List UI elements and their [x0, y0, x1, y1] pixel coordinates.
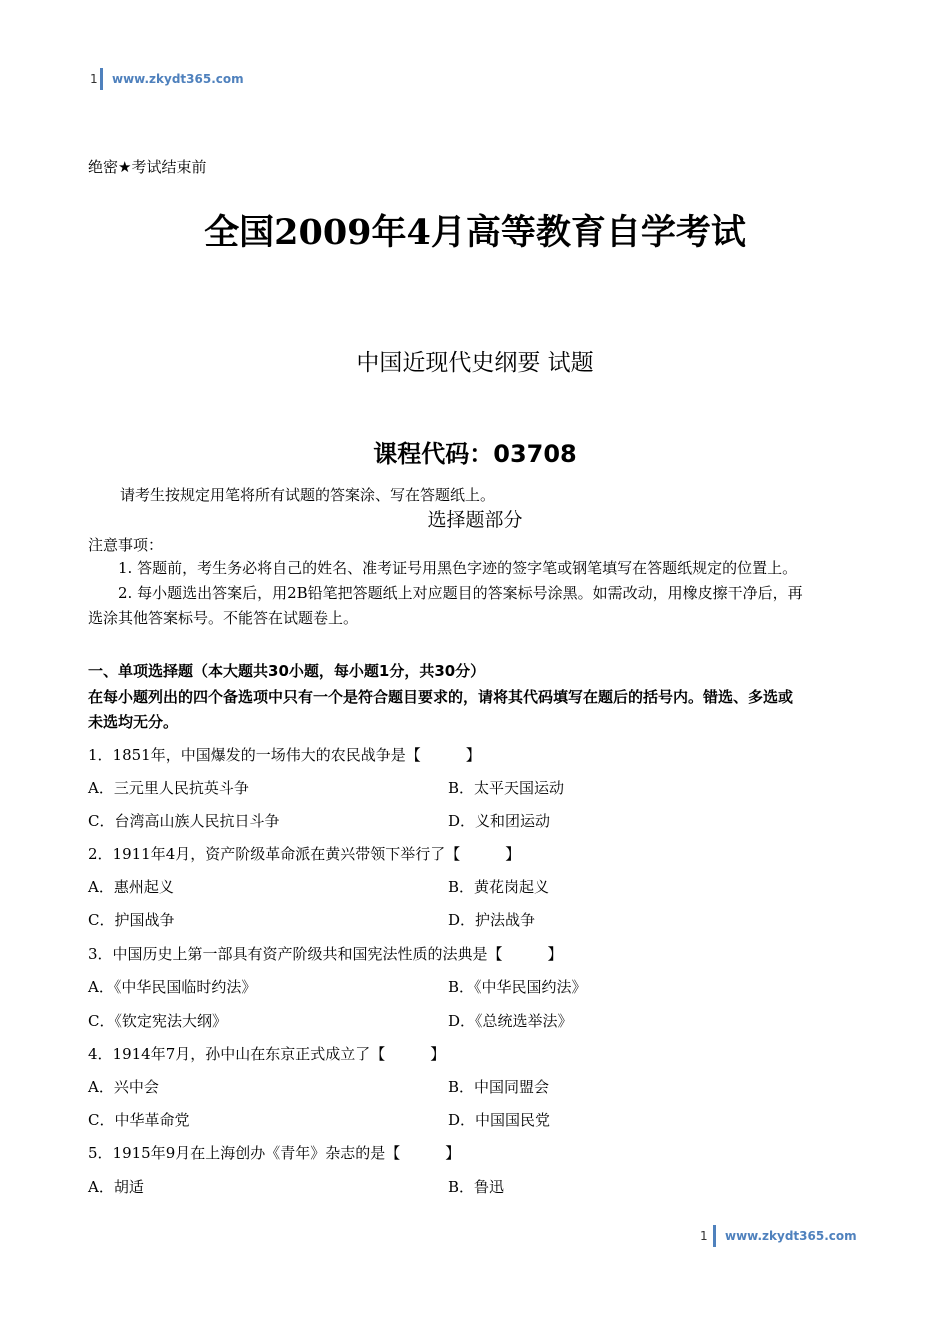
- answer-bracket: 【 】: [370, 1045, 446, 1063]
- header-page-number: 1: [90, 72, 98, 86]
- footer-page-number: 1: [700, 1229, 708, 1243]
- classification-label: 绝密★考试结束前: [88, 158, 207, 176]
- course-code: 课程代码：03708: [373, 440, 577, 468]
- question-4-option-c: C．中华革命党: [88, 1111, 190, 1129]
- part-title: 选择题部分: [427, 509, 523, 531]
- header-divider: [100, 68, 103, 90]
- question-3-option-d: D．《总统选举法》: [448, 1012, 573, 1030]
- notes-item-2-line-1: 2. 每小题选出答案后，用2B铅笔把答题纸上对应题目的答案标号涂黑。如需改动，用橡皮擦干净后，再: [118, 584, 803, 602]
- question-stem: 2．1911年4月，资产阶级革命派在黄兴带领下举行了: [88, 845, 446, 863]
- question-1-option-c: C．台湾高山族人民抗日斗争: [88, 812, 280, 830]
- header-url[interactable]: www.zkydt365.com: [112, 72, 244, 86]
- answer-bracket: 【 】: [445, 845, 521, 863]
- notes-item-2-line-2: 选涂其他答案标号。不能答在试题卷上。: [88, 609, 359, 627]
- question-stem: 1．1851年，中国爆发的一场伟大的农民战争是: [88, 746, 406, 764]
- question-5-option-a: A．胡适: [88, 1178, 144, 1196]
- question-2-stem: [88, 843, 520, 864]
- question-1-option-a: A．三元里人民抗英斗争: [88, 779, 249, 797]
- question-2-option-c: C．护国战争: [88, 911, 175, 929]
- question-1-option-b: B．太平天国运动: [448, 779, 565, 797]
- footer-divider: [713, 1225, 716, 1247]
- question-4-option-d: D．中国国民党: [448, 1111, 551, 1129]
- section-desc-line-2: 未选均无分。: [88, 713, 179, 731]
- question-3-option-c: C．《钦定宪法大纲》: [88, 1012, 227, 1030]
- answer-bracket: 【 】: [487, 945, 563, 963]
- question-stem: 4．1914年7月，孙中山在东京正式成立了: [88, 1045, 371, 1063]
- question-2-option-b: B．黄花岗起义: [448, 878, 550, 896]
- notes-item-1: 1. 答题前，考生务必将自己的姓名、准考证号用黑色字迹的签字笔或钢笔填写在答题纸规定的位置上。: [118, 559, 798, 577]
- notes-heading: 注意事项：: [88, 536, 164, 554]
- question-stem: 3．中国历史上第一部具有资产阶级共和国宪法性质的法典是: [88, 945, 488, 963]
- question-4-stem: [88, 1043, 445, 1064]
- question-stem: 5．1915年9月在上海创办《青年》杂志的是: [88, 1144, 386, 1162]
- question-3-option-a: A．《中华民国临时约法》: [88, 978, 257, 996]
- answer-bracket: 【 】: [405, 746, 481, 764]
- question-5-option-b: B．鲁迅: [448, 1178, 505, 1196]
- exam-title: 全国2009年4月高等教育自学考试: [204, 212, 746, 253]
- footer-url[interactable]: www.zkydt365.com: [725, 1229, 857, 1243]
- question-2-option-a: A．惠州起义: [88, 878, 174, 896]
- answer-bracket: 【 】: [385, 1144, 461, 1162]
- instruction-text: 请考生按规定用笔将所有试题的答案涂、写在答题纸上。: [120, 486, 496, 504]
- question-5-stem: [88, 1142, 460, 1163]
- question-1-option-d: D．义和团运动: [448, 812, 551, 830]
- question-4-option-b: B．中国同盟会: [448, 1078, 550, 1096]
- section-heading: 一、单项选择题（本大题共30小题，每小题1分，共30分）: [88, 662, 486, 680]
- question-1-stem: [88, 744, 481, 765]
- question-2-option-d: D．护法战争: [448, 911, 536, 929]
- question-4-option-a: A．兴中会: [88, 1078, 159, 1096]
- section-desc-line-1: 在每小题列出的四个备选项中只有一个是符合题目要求的，请将其代码填写在题后的括号内。错选、多选或: [88, 688, 794, 706]
- exam-subtitle: 中国近现代史纲要 试题: [356, 350, 594, 376]
- question-3-stem: [88, 943, 563, 964]
- question-3-option-b: B．《中华民国约法》: [448, 978, 587, 996]
